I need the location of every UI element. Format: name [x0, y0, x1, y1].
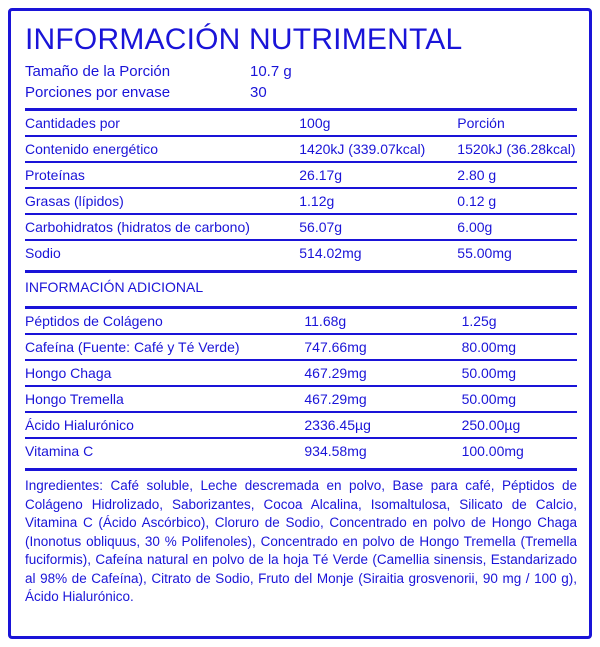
header-amounts-per: Cantidades por	[25, 111, 299, 136]
ingredients-paragraph	[25, 471, 577, 607]
row-name: Proteínas	[25, 162, 299, 188]
row-portion: 250.00µg	[462, 412, 577, 438]
additional-info-title: INFORMACIÓN ADICIONAL	[25, 279, 204, 295]
table-row	[25, 188, 577, 214]
row-per100: 1420kJ (339.07kcal)	[299, 136, 457, 162]
row-per100: 11.68g	[304, 309, 461, 334]
serving-size-value: 10.7 g	[250, 63, 292, 80]
row-portion: 50.00mg	[462, 360, 577, 386]
row-per100: 26.17g	[299, 162, 457, 188]
row-portion: 80.00mg	[462, 334, 577, 360]
row-per100: 467.29mg	[304, 386, 461, 412]
table-row	[25, 214, 577, 240]
table-row	[25, 386, 577, 412]
row-portion: 1520kJ (36.28kcal)	[457, 136, 577, 162]
table-header-row	[25, 111, 577, 136]
row-per100: 2336.45µg	[304, 412, 461, 438]
header-per-100g: 100g	[299, 111, 457, 136]
ingredients-label: Ingredientes:	[25, 478, 104, 493]
row-portion: 1.25g	[462, 309, 577, 334]
servings-per-pack-value: 30	[250, 84, 267, 101]
table-row	[25, 360, 577, 386]
row-name: Péptidos de Colágeno	[25, 309, 304, 334]
table-row	[25, 412, 577, 438]
row-name: Contenido energético	[25, 136, 299, 162]
row-portion: 2.80 g	[457, 162, 577, 188]
row-name: Grasas (lípidos)	[25, 188, 299, 214]
row-per100: 467.29mg	[304, 360, 461, 386]
header-per-portion: Porción	[457, 111, 577, 136]
row-per100: 1.12g	[299, 188, 457, 214]
row-name: Vitamina C	[25, 443, 94, 459]
row-portion: 6.00g	[457, 214, 577, 240]
page-title: INFORMACIÓN NUTRIMENTAL	[25, 23, 463, 56]
servings-per-pack-label: Porciones por envase	[25, 84, 171, 101]
serving-size-label: Tamaño de la Porción	[25, 63, 171, 80]
servings-per-pack-row	[25, 82, 577, 103]
table-row	[25, 136, 577, 162]
row-per100: 56.07g	[299, 214, 457, 240]
table-row	[25, 309, 577, 334]
nutrition-label-panel	[8, 8, 592, 639]
row-portion: 50.00mg	[462, 386, 577, 412]
serving-size-row	[25, 61, 577, 82]
row-name: Carbohidratos (hidratos de carbono)	[25, 214, 299, 240]
row-name: Cafeína (Fuente: Café y Té Verde)	[25, 334, 304, 360]
table-row	[25, 334, 577, 360]
row-name: Hongo Tremella	[25, 386, 304, 412]
table-row	[25, 438, 577, 463]
row-name: Hongo Chaga	[25, 360, 304, 386]
ingredients-text: Café soluble, Leche descremada en polvo, Base para café, Péptidos de Colágeno Hidrolizado, Saborizantes, Cocoa Alcalina, Isomaltulosa, Silicato de Calcio, Vitamina C (Ácido Ascórbico), Cloruro de Sodio, Concentrado en polvo de Hongo Chaga (Inonotus obliquus, 30 % Polifenoles), Concentrado en polvo de Hongo Tremella (Tremella fuciformis), Cafeína natural en polvo de la hoja Té Verde (Camellia sinensis, Estandarizado al 98% de Cafeína), Citrato de Sodio, Fruto del Monje (Siraitia grosvenorii, 90 mg / 100 g), Ácido Hialurónico.	[25, 478, 577, 604]
nutrition-table	[25, 111, 577, 265]
row-portion: 100.00mg	[461, 443, 524, 459]
row-per100: 514.02mg	[299, 245, 362, 261]
additional-nutrition-table	[25, 309, 577, 463]
row-name: Sodio	[25, 245, 61, 261]
row-portion: 55.00mg	[457, 245, 512, 261]
row-name: Ácido Hialurónico	[25, 412, 304, 438]
table-row	[25, 162, 577, 188]
row-per100: 747.66mg	[304, 334, 461, 360]
row-per100: 934.58mg	[304, 443, 367, 459]
table-row	[25, 240, 577, 265]
row-portion: 0.12 g	[457, 188, 577, 214]
